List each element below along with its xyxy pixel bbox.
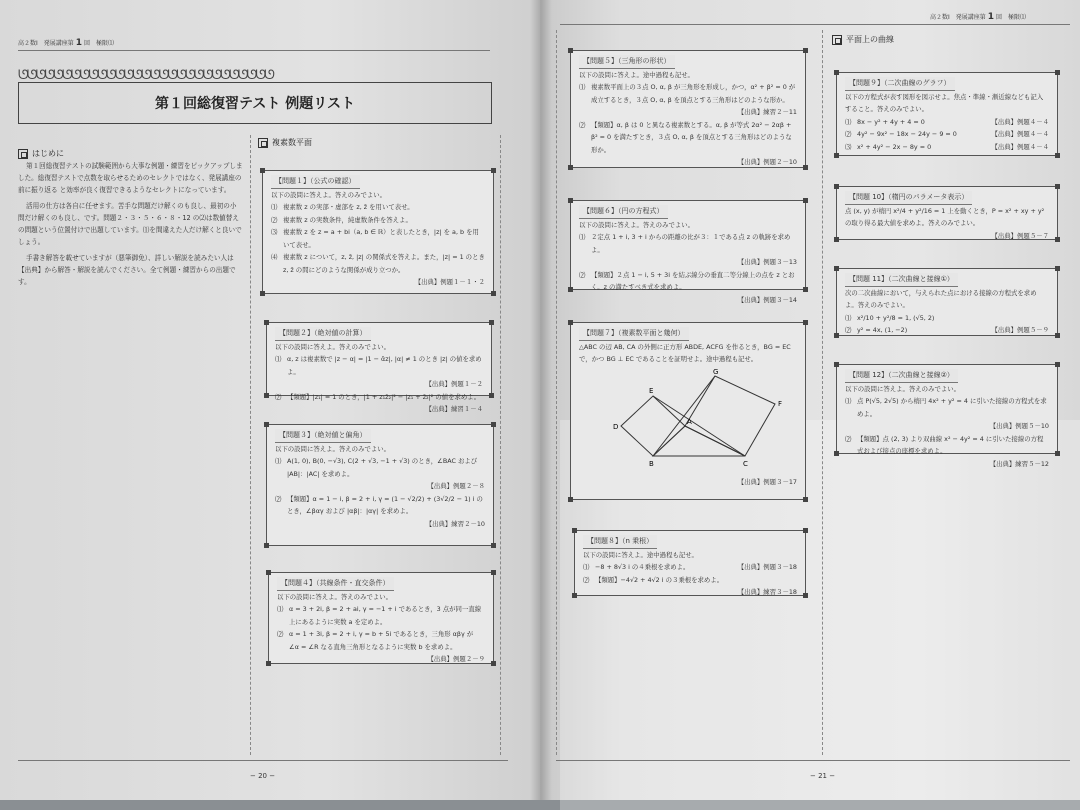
column-divider — [822, 30, 823, 755]
problem-card-11 — [836, 268, 1058, 336]
spiral-rings: ᘎᘎᘎᘎᘎᘎᘎᘎᘎᘎᘎᘎᘎᘎᘎᘎᘎᘎᘎᘎᘎᘎᘎᘎᘎᘎᘎᘎᘎ — [18, 68, 273, 83]
item-number: ⑴ — [579, 233, 586, 241]
triangle-ABC — [653, 426, 745, 456]
item-text: 複素数 z を z = a + bi（a, b ∈ ℝ）と表したとき，|z| を a, b を用いて表せ。 — [283, 228, 479, 249]
header-suffix: 回 極限⑴ — [84, 40, 115, 47]
label-C: C — [743, 459, 748, 468]
segment-EC — [653, 396, 745, 456]
item-source: 【出典】練習２－10 — [425, 519, 485, 528]
problem-source: 【出典】例題５－７ — [991, 231, 1049, 240]
footer-rule — [556, 760, 1070, 761]
problem-card-12 — [836, 364, 1058, 468]
item-source: 【出典】練習２－11 — [737, 108, 797, 116]
item-text: 8x − y² + 4y + 4 = 0 — [857, 117, 925, 126]
header-suffix: 回 極限⑴ — [996, 14, 1027, 21]
item-text: ２定点 1 + i, 3 + i からの距離の比が３：１である点 z の軌跡を求めよ。 — [591, 233, 791, 254]
item-text: 複素数 z の実数条件，純虚数条件を答えよ。 — [283, 215, 412, 224]
item-number: ⑴ — [271, 203, 278, 211]
intro-text — [18, 160, 243, 292]
section-icon — [832, 35, 842, 45]
header-prefix: 高２数Ⅰ 発展講座第 — [930, 14, 986, 21]
header-prefix: 高２数Ⅰ 発展講座第 — [18, 40, 74, 47]
item-number: ⑶ — [271, 228, 278, 236]
item-source: 【出典】例題４－４ — [991, 142, 1049, 151]
header-num: 1 — [987, 12, 995, 22]
section-heading-curves — [832, 34, 894, 45]
item-number: ⑵ — [277, 630, 284, 638]
item-source: 【出典】例題５－10 — [989, 422, 1049, 430]
page-number-left: − 20 − — [250, 772, 276, 780]
problem-lead: 以下の設問に答えよ。答えのみでよい。 — [579, 220, 695, 229]
column-divider — [250, 135, 251, 755]
intro-paragraph: 第１回総復習テストの試験範囲から大事な例題・練習をピックアップしました。総復習テストで点数を取らせるためのセレクトではなく、発展講座の前に振り返る と効率が良く復習できるようなセレクトになっています。 — [18, 162, 243, 194]
label-D: D — [613, 422, 619, 431]
problem-lead: 以下の方程式が表す図形を図示せよ。焦点・準線・漸近線なども記入すること。答えのみでよい。 — [845, 92, 1044, 113]
item-number: ⑵ — [275, 392, 282, 401]
problem-card-4 — [268, 572, 494, 664]
item-number: ⑴ — [845, 397, 852, 405]
geometry-figure — [585, 366, 805, 476]
page-title — [18, 82, 492, 124]
problem-card-3 — [266, 424, 494, 546]
item-text: 複素数平面上の３点 O, α, β が三角形を形成し，かつ，α² + β² = 0 が成立するとき，３点 O, α, β を頂点とする三角形はどのような形か。 — [591, 83, 796, 104]
item-number: ⑵ — [271, 215, 278, 224]
item-text: x² + 4y² − 2x − 8y = 0 — [857, 142, 932, 151]
problem-title: 【問題 10】（楕円のパラメータ表示） — [845, 191, 972, 205]
section-heading-text: 平面上の曲線 — [846, 35, 894, 44]
problem-lead: 以下の設問に答えよ。答えのみでよい。 — [275, 342, 391, 351]
intro-paragraph: 手書き解答を載せていますが（悪筆御免）、詳しい解説を読みたい人は【出典】から解答・解説を読んでください。全て例題・練習からの出題です。 — [18, 254, 236, 286]
item-text: 複素数 z の実部・虚部を z, z̄ を用いて表せ。 — [283, 203, 414, 211]
problem-title: 【問題６】（円の方程式） — [579, 205, 668, 219]
problem-lead: 次の二次曲線において，与えられた点における接線の方程式を求めよ。答えのみでよい。 — [845, 288, 1037, 309]
square-ACFG — [685, 376, 775, 456]
item-text: 4y² − 9x² − 18x − 24y − 9 = 0 — [857, 130, 957, 138]
intro-heading-text: はじめに — [32, 149, 64, 158]
label-F: F — [778, 399, 783, 408]
problem-title: 【問題 12】（二次曲線と接線②） — [845, 369, 958, 383]
problem-lead: △ABC の辺 AB, CA の外側に正方形 ABDE, ACFG を作るとき，BG = EC で，かつ BG ⊥ EC であることを証明せよ。途中過程も記せ。 — [579, 342, 791, 363]
left-running-header — [18, 38, 114, 48]
problem-card-7 — [570, 322, 806, 500]
item-number: ⑵ — [845, 326, 852, 334]
problem-lead: 以下の設問に答えよ。答えのみでよい。 — [845, 384, 961, 393]
item-text: A(1, 0), B(0, −√3), C(2 + √3, −1 + √3) のとき，∠BAC および |AB|：|AC| を求めよ。 — [287, 457, 478, 478]
problem-title: 【問題３】（絶対値と偏角） — [275, 429, 371, 443]
label-A: A — [687, 417, 692, 426]
problem-card-9 — [836, 72, 1058, 156]
item-number: ⑵ — [579, 120, 586, 129]
problem-lead: 点 (x, y) が楕円 x²/4 + y²/16 = 1 上を動くとき，P = x² + xy + y² の取り得る最大値を求めよ。答えのみでよい。 — [845, 206, 1045, 227]
item-number: ⑴ — [275, 457, 282, 465]
item-text: 【類題】|z₁| = 1 のとき，|1 + z₁z̄₂|² − |z₁ + z̄₂|² の値を求めよ。 — [287, 392, 481, 401]
problem-title: 【問題４】（共線条件・直交条件） — [277, 577, 394, 591]
problem-card-2 — [266, 322, 492, 413]
item-text: α, z は複素数で |z − α| = |1 − ᾱz|, |α| ≠ 1 のとき |z| の値を求めよ。 — [287, 355, 482, 376]
item-source: 【出典】例題４－４ — [991, 117, 1049, 126]
problem-title: 【問題９】（二次曲線のグラフ） — [845, 77, 955, 91]
item-source: 【出典】例題３－18 — [737, 563, 797, 571]
header-rule — [560, 24, 1070, 25]
problem-source: 【出典】例題２－９ — [427, 655, 485, 663]
problem-card-10 — [836, 186, 1058, 240]
item-number: ⑴ — [845, 313, 852, 322]
problem-title: 【問題５】（三角形の形状） — [579, 55, 675, 69]
problem-lead: 以下の設問に答えよ。答えのみでよい。 — [277, 592, 393, 601]
item-text: 【類題】２点 1 − i, 5 + 3i を結ぶ線分の垂直二等分線上の点を z とおく。z の満たすべき式を求めよ。 — [591, 270, 795, 291]
right-running-header — [930, 12, 1026, 22]
problem-card-6 — [570, 200, 806, 304]
column-divider — [500, 135, 501, 755]
problem-title: 【問題７】（複素数平面と幾何） — [579, 327, 689, 341]
problem-lead: 以下の設問に答えよ。答えのみでよい。 — [275, 444, 391, 453]
item-source: 【出典】例題２－10 — [737, 158, 797, 166]
item-text: 【類題】α = 1 − i, β = 2 + i, γ = (1 − √2/2) + (3√2/2 − 1) i のとき，∠βαγ および |αβ|：|αγ| を求めよ。 — [287, 494, 483, 515]
item-source: 【出典】例題３－13 — [737, 258, 797, 266]
item-text: x²/10 + y²/8 = 1, (√5, 2) — [857, 313, 935, 322]
item-text: 【類題】点 (2, 3) より双曲線 x² − 4y² = 4 に引いた接線の方程式および接点の座標を求めよ。 — [857, 434, 1044, 455]
item-text: −8 + 8√3 i の４乗根を求めよ。 — [595, 563, 690, 571]
section-icon — [258, 138, 268, 148]
item-source: 【出典】例題４－４ — [991, 130, 1049, 138]
item-text: α = 3 + 2i, β = 2 + ai, γ = −1 + i であるとき，3 点が同一直線上にあるように実数 a を定めよ。 — [289, 605, 482, 626]
item-text: α = 1 + 3i, β = 2 + i, γ = b + 5i であるとき，三角形 αβγ が ∠α = ∠R なる直角三角形となるように実数 b を求めよ。 — [289, 630, 474, 651]
page-title-text: 第１回総復習テスト 例題リスト — [154, 96, 356, 112]
item-number: ⑴ — [579, 83, 586, 91]
item-text: 【類題】α, β は 0 と異なる複素数とする。α, β が等式 2α² − 2αβ + β² = 0 を満たすとき，３点 O, α, β を頂点とする三角形はどのような形か。 — [591, 120, 792, 154]
section-heading-text: 複素数平面 — [272, 138, 312, 147]
column-divider — [556, 30, 557, 755]
item-number: ⑴ — [275, 355, 282, 363]
item-text: 【類題】−4√2 + 4√2 i の３乗根を求めよ。 — [595, 575, 724, 584]
problem-title: 【問題 11】（二次曲線と接線①） — [845, 273, 958, 287]
item-text: 複素数 z について，z, z̄, |z| の関係式を答えよ。また，|z| = 1 のとき z, z̄ の間にどのような関係が成り立つか。 — [283, 253, 485, 274]
item-number: ⑵ — [579, 270, 586, 279]
item-source: 【出典】例題３－14 — [737, 295, 797, 304]
intro-heading — [18, 148, 64, 159]
section-icon — [18, 149, 28, 159]
problem-source: 【出典】例題１－１・２ — [414, 278, 485, 286]
label-B: B — [649, 459, 654, 468]
problem-card-5 — [570, 50, 806, 168]
item-text: 点 P(√5, 2√5) から楕円 4x² + y² = 4 に引いた接線の方程式を求めよ。 — [857, 397, 1047, 418]
item-text: y² = 4x, (1, −2) — [857, 326, 908, 334]
item-number: ⑵ — [275, 494, 282, 503]
item-source: 【出典】例題１－２ — [425, 380, 483, 388]
section-heading-complex — [258, 137, 312, 148]
square-ABDE — [621, 396, 685, 456]
footer-rule — [18, 760, 508, 761]
problem-source: 【出典】例題３－17 — [737, 477, 797, 486]
item-number: ⑴ — [583, 563, 590, 571]
header-num: 1 — [75, 38, 83, 48]
book-gutter — [530, 0, 552, 800]
problem-title: 【問題２】（絶対値の計算） — [275, 327, 371, 341]
item-number: ⑴ — [277, 605, 284, 613]
label-E: E — [649, 386, 654, 395]
problem-lead: 以下の設問に答えよ。途中過程も記せ。 — [579, 70, 694, 79]
item-source: 【出典】例題２－８ — [427, 482, 485, 490]
intro-paragraph: 活用の仕方は各自に任せます。苦手な問題だけ解くのも良し、最初の小問だけ解くのも良し、です。問題２・３・５・６・８・12 の⑵は数値替えの問題という位置付けで出題しています。⑴を間違えた人だけ解くと良いでしょう。 — [18, 202, 242, 246]
item-source: 【出典】例題５－９ — [991, 326, 1049, 334]
item-source: 【出典】練習３－18 — [737, 588, 797, 596]
page-number-right: − 21 − — [810, 772, 836, 780]
label-G: G — [713, 367, 719, 376]
item-number: ⑵ — [583, 575, 590, 584]
problem-lead: 以下の設問に答えよ。答えのみでよい。 — [271, 190, 387, 199]
item-source: 【出典】練習５－12 — [989, 459, 1049, 468]
problem-lead: 以下の設問に答えよ。途中過程も記せ。 — [583, 550, 698, 559]
item-number: ⑷ — [271, 253, 278, 261]
problem-title: 【問題１】（公式の確認） — [271, 175, 360, 189]
item-number: ⑴ — [845, 117, 852, 126]
item-number: ⑶ — [845, 142, 852, 151]
problem-card-1 — [262, 170, 494, 294]
problem-title: 【問題８】（n 乗根） — [583, 535, 657, 549]
item-number: ⑵ — [845, 130, 852, 138]
header-rule — [18, 50, 490, 51]
item-number: ⑵ — [845, 434, 852, 443]
item-source: 【出典】練習１－４ — [425, 405, 483, 413]
problem-card-8 — [574, 530, 806, 596]
